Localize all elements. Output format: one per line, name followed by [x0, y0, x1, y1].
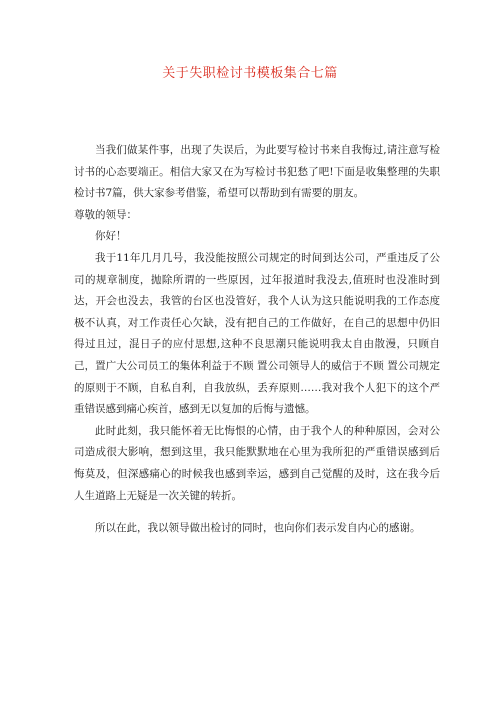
greeting: 你好！: [95, 230, 127, 243]
document-title: 关于失职检讨书模板集合七篇: [162, 66, 338, 81]
body-paragraph-2: 此时此刻，我只能怀着无比悔恨的心情，由于我个人的种种原因，会对公司造成很大影响，想到这里，我只能默默地在心里为我所犯的严重错误感到后悔莫及，但深感痛心的时候我也感到幸运，感到自己觉醒的及时，这在我今后人生道路上无疑是一次关键的转折。: [74, 424, 440, 502]
intro-paragraph: 当我们做某件事，出现了失误后，为此要写检讨书来自我悔过,请注意写检讨书的心态要端正。相信大家又在为写检讨书犯愁了吧!下面是收集整理的失职检讨书7篇，供大家参考借鉴，希望可以帮助到有需要的朋友。: [74, 144, 440, 200]
closing-paragraph: 所以在此，我以领导做出检讨的同时，也向你们表示发自内心的感谢。: [95, 522, 421, 535]
document-body: [74, 140, 440, 540]
body-paragraph-1: 我于11年几月几号，我没能按照公司规定的时间到达公司，严重违反了公司的规章制度，抛除所谓的一些原因，过年报道时我没去,值班时也没准时到达，开会也没去，我管的台区也没管好，我个人认为这只能说明我的工作态度极不认真，对工作责任心欠缺，没有把自己的工作做好，在自己的思想中仍旧得过且过，混日子的应付思想,这种不良思潮只能说明我太自由散漫，只顾自己，置广大公司员工的集体利益于不顾 置公司领导人的威信于不顾 置公司规定的原则于不顾，自私自利，自我放纵，丢弃原则……我对我个人犯下的这个严重错误感到痛心疾首，感到无以复加的后悔与遗憾。: [74, 251, 440, 416]
salutation: 尊敬的领导：: [74, 208, 137, 221]
